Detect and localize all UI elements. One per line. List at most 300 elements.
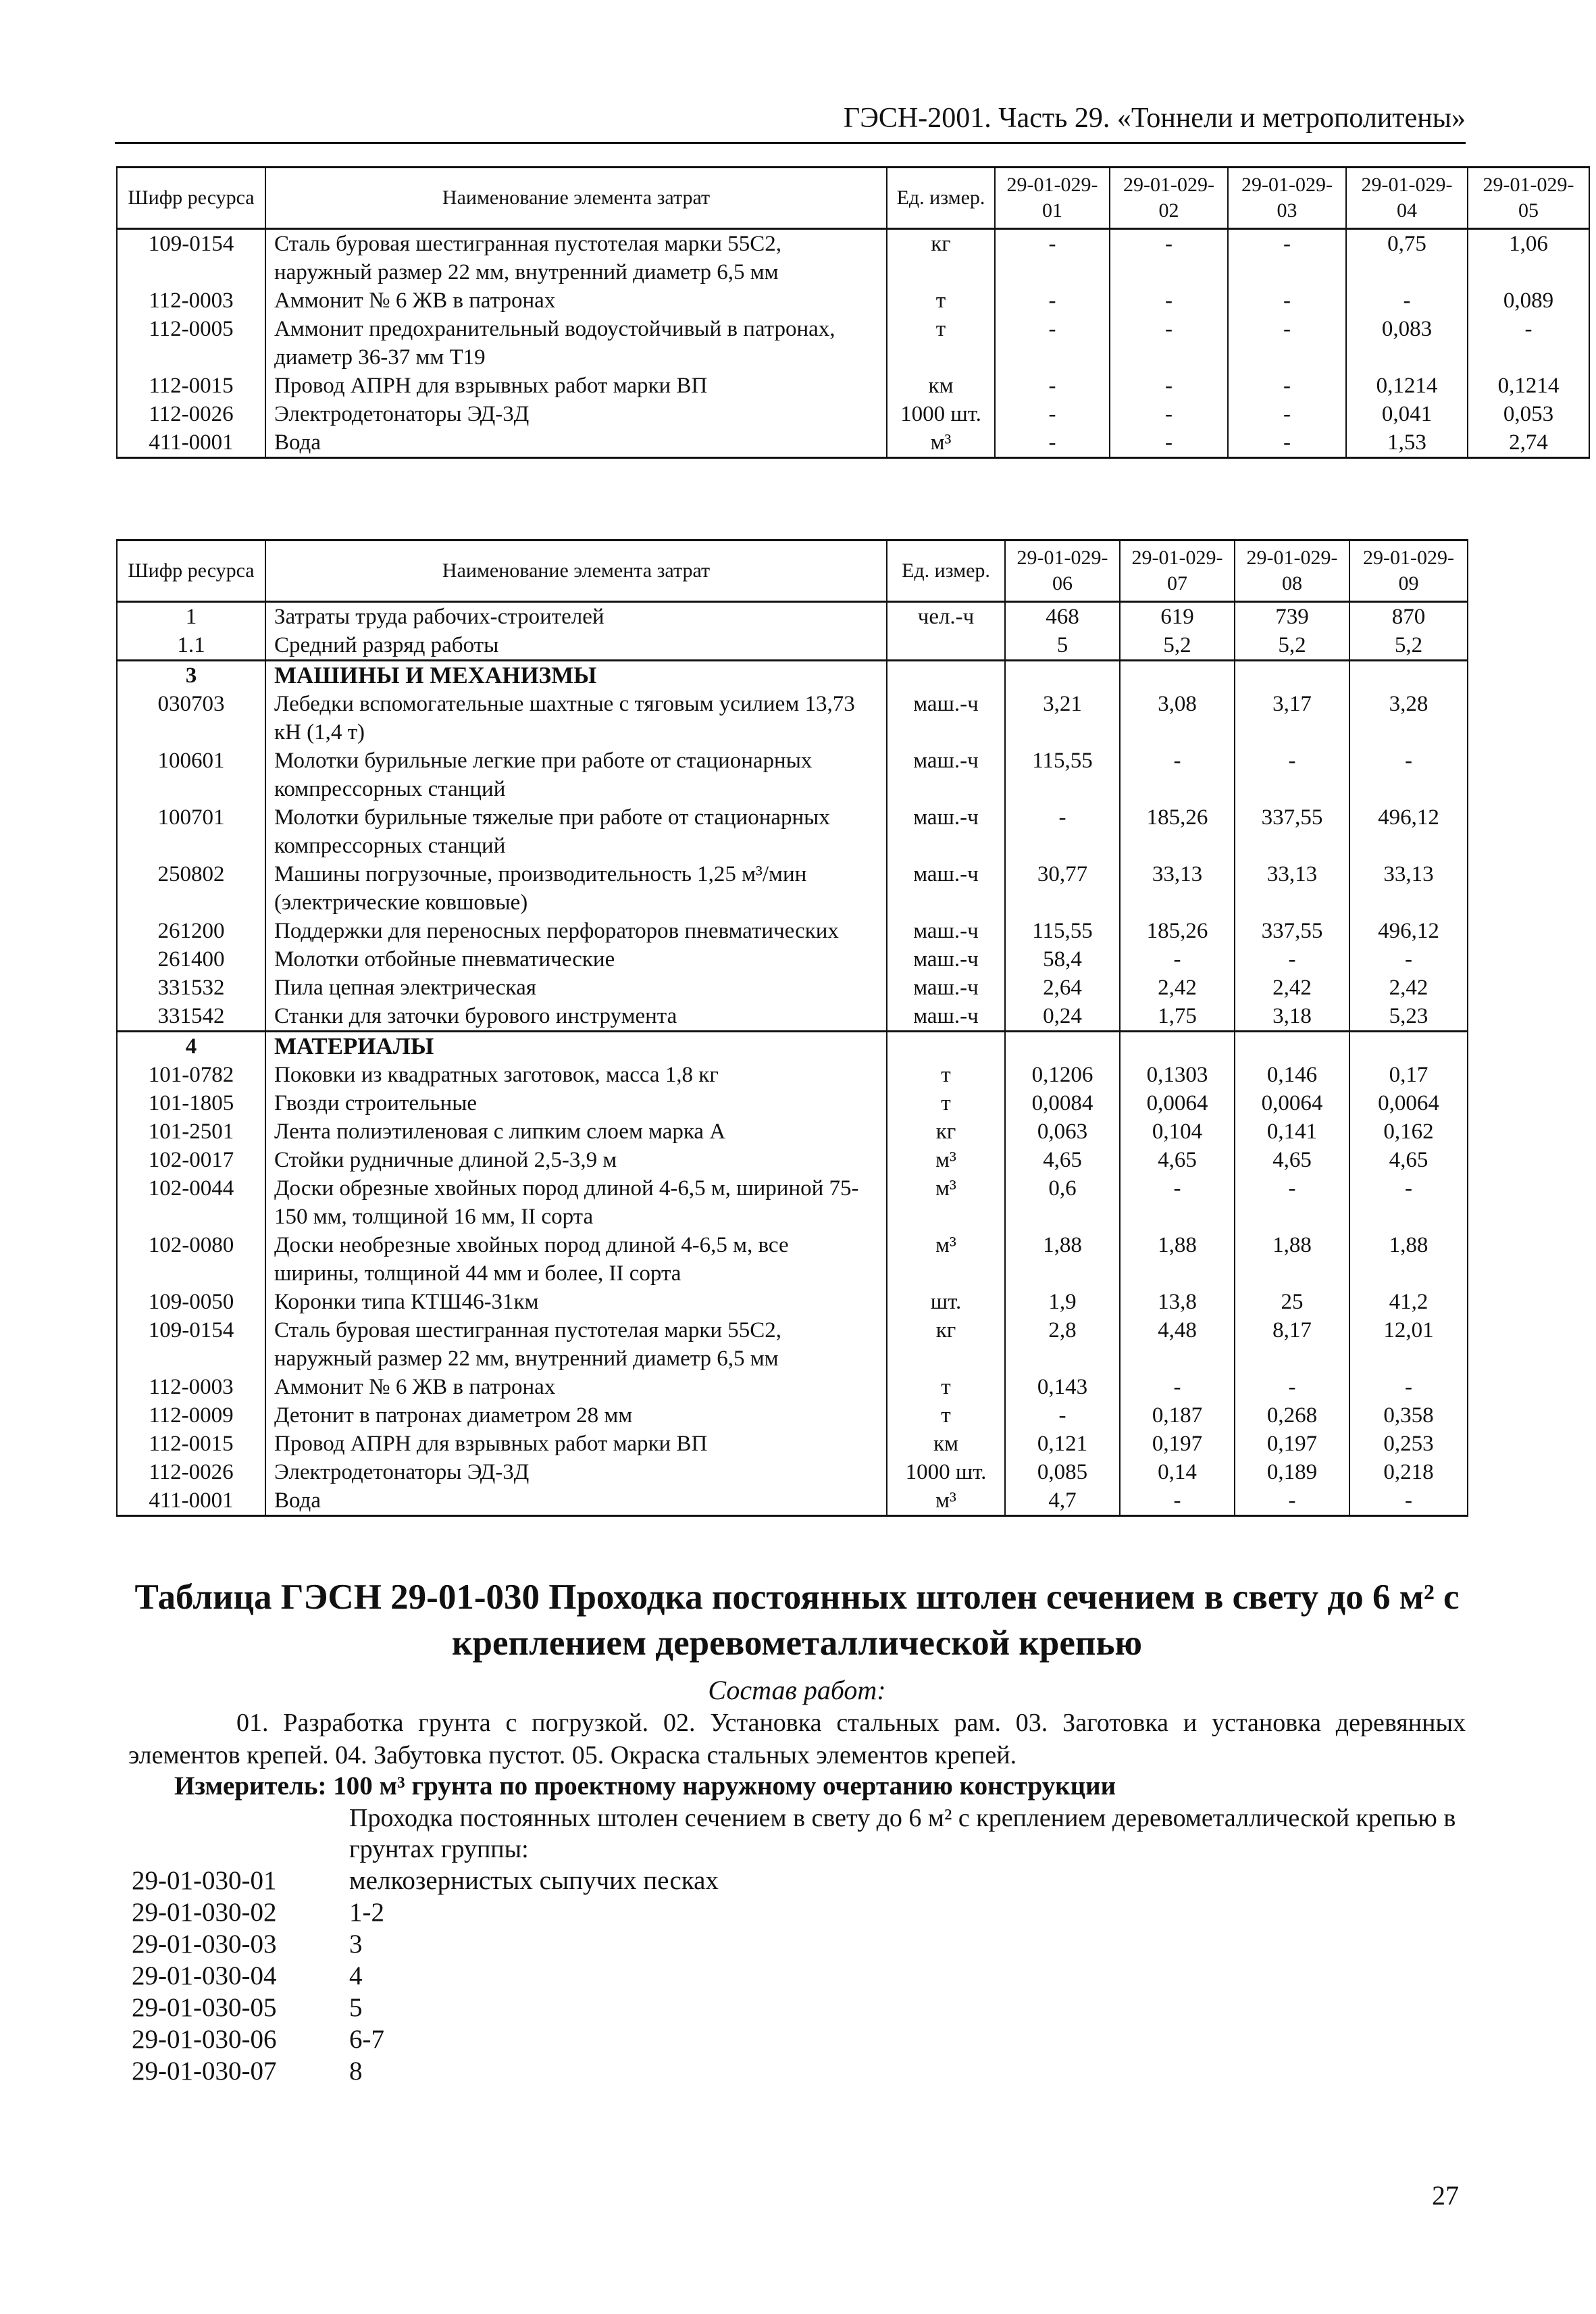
cell-value: 5,2 [1120, 631, 1235, 661]
cell-code: 101-1805 [117, 1089, 265, 1117]
cell-name: Вода [265, 428, 887, 458]
list-item [132, 1865, 1347, 1896]
cell-value: - [1110, 400, 1228, 428]
list-item [132, 2055, 1347, 2087]
cell-name: Сталь буровая шестигранная пустотелая марки 55С2, наружный размер 22 мм, внутренний диаметр 6,5 мм [265, 229, 887, 287]
col-header-norm: 29-01-029-08 [1235, 540, 1349, 602]
col-header-name: Наименование элемента затрат [265, 168, 887, 229]
cell-value: 0,089 [1468, 286, 1589, 315]
cell-code: 112-0026 [117, 1458, 265, 1486]
cell-value: 30,77 [1005, 860, 1120, 917]
cell-value: - [995, 372, 1110, 400]
cell-value: 12,01 [1349, 1316, 1468, 1373]
cell-name: Машины погрузочные, производительность 1,25 м³/мин (электрические ковшовые) [265, 860, 887, 917]
table-row [117, 1089, 1468, 1117]
cell-value: 0,17 [1349, 1061, 1468, 1089]
cell-value: 0,0064 [1120, 1089, 1235, 1117]
table-row [117, 428, 1589, 458]
cell-unit: маш.-ч [887, 917, 1005, 945]
cell-value: 4,65 [1120, 1146, 1235, 1174]
cell-unit: т [887, 1089, 1005, 1117]
cell-value: 1,9 [1005, 1288, 1120, 1316]
table-row [117, 1117, 1468, 1146]
cell-value: - [1349, 1174, 1468, 1231]
table-row [117, 1430, 1468, 1458]
cell-value: - [1235, 1486, 1349, 1516]
cell-code: 101-0782 [117, 1061, 265, 1089]
cell-value: - [1235, 1174, 1349, 1231]
cell-value: 0,162 [1349, 1117, 1468, 1146]
norm-ground-group: мелкозернистых сыпучих песках [349, 1866, 719, 1895]
cell-code: 109-0050 [117, 1288, 265, 1316]
table-row [117, 974, 1468, 1002]
resource-table-029-01-05 [116, 166, 1590, 459]
table-row [117, 747, 1468, 803]
cell-value: - [1110, 229, 1228, 287]
cell-unit: м³ [887, 1486, 1005, 1516]
table-row [117, 229, 1589, 287]
cell-value: 0,104 [1120, 1117, 1235, 1146]
cell-value: - [995, 400, 1110, 428]
cell-value: - [1005, 1401, 1120, 1430]
cell-value: 0,14 [1120, 1458, 1235, 1486]
norm-ground-group: 6-7 [349, 2025, 384, 2054]
cell-code: 1 [117, 602, 265, 632]
cell-value: 4,7 [1005, 1486, 1120, 1516]
cell-value: - [1228, 428, 1346, 458]
table-title: Таблица ГЭСН 29-01-030 Проходка постоянных штолен сечением в свету до 6 м² с креплением деревометаллической крепью [134, 1578, 1460, 1663]
cell-value: 1,88 [1235, 1231, 1349, 1288]
col-header-unit: Ед. измер. [887, 540, 1005, 602]
table-row [117, 400, 1589, 428]
cell-value: 4,65 [1235, 1146, 1349, 1174]
norm-code: 29-01-030-03 [132, 1930, 277, 1959]
col-header-code: Шифр ресурса [117, 540, 265, 602]
cell-code: 102-0017 [117, 1146, 265, 1174]
table-row [117, 602, 1468, 632]
cell-unit [887, 661, 1005, 690]
norm-list [132, 1865, 1347, 2087]
header-text: ГЭСН-2001. Часть 29. «Тоннели и метрополитены» [843, 103, 1466, 134]
cell-code: 112-0005 [117, 315, 265, 372]
cell-value: 3,21 [1005, 690, 1120, 747]
cell-code: 112-0003 [117, 1373, 265, 1401]
cell-name: Средний разряд работы [265, 631, 887, 661]
cell-value: - [1110, 315, 1228, 372]
cell-value: - [1346, 286, 1468, 315]
table-row [117, 372, 1589, 400]
cell-unit: м³ [887, 1174, 1005, 1231]
cell-unit: км [887, 372, 995, 400]
col-header-norm: 29-01-029-06 [1005, 540, 1120, 602]
cell-value: 58,4 [1005, 945, 1120, 974]
table-row [117, 860, 1468, 917]
cell-value: 496,12 [1349, 803, 1468, 860]
cell-value: 0,1214 [1468, 372, 1589, 400]
cell-value: 0,063 [1005, 1117, 1120, 1146]
cell-value [1349, 661, 1468, 690]
cell-value: 0,187 [1120, 1401, 1235, 1430]
cell-code: 261400 [117, 945, 265, 974]
table-row [117, 945, 1468, 974]
cell-name: Детонит в патронах диаметром 28 мм [265, 1401, 887, 1430]
cell-value: - [995, 229, 1110, 287]
cell-code: 331532 [117, 974, 265, 1002]
cell-value: - [1005, 803, 1120, 860]
col-header-norm: 29-01-029-03 [1228, 168, 1346, 229]
cell-value: - [1120, 1486, 1235, 1516]
cell-value: 5,2 [1349, 631, 1468, 661]
cell-value: - [1235, 1373, 1349, 1401]
table-row [117, 1401, 1468, 1430]
cell-value: - [995, 428, 1110, 458]
cell-name: Коронки типа КТШ46-31км [265, 1288, 887, 1316]
cell-value: 0,218 [1349, 1458, 1468, 1486]
cell-value: 115,55 [1005, 747, 1120, 803]
cell-unit: чел.-ч [887, 602, 1005, 632]
cell-name: Молотки бурильные легкие при работе от стационарных компрессорных станций [265, 747, 887, 803]
cell-value: 0,053 [1468, 400, 1589, 428]
cell-name: МАШИНЫ И МЕХАНИЗМЫ [265, 661, 887, 690]
cell-value: 0,146 [1235, 1061, 1349, 1089]
cell-value: 0,141 [1235, 1117, 1349, 1146]
cell-value: 1,06 [1468, 229, 1589, 287]
cell-unit [887, 1032, 1005, 1061]
cell-value [1235, 1032, 1349, 1061]
cell-name: Гвозди строительные [265, 1089, 887, 1117]
work-composition-heading: Состав работ: [708, 1675, 886, 1705]
work-composition-text: 01. Разработка грунта с погрузкой. 02. Установка стальных рам. 03. Заготовка и установка деревянных элементов крепей. 04. Забутовка пустот. 05. Окраска стальных элементов крепей. [128, 1709, 1466, 1769]
cell-value: - [1110, 428, 1228, 458]
measurement-unit: Измеритель: 100 м³ грунта по проектному наружному очертанию конструкции [174, 1771, 1116, 1801]
col-header-norm: 29-01-029-02 [1110, 168, 1228, 229]
cell-value: 2,42 [1349, 974, 1468, 1002]
cell-value: 2,74 [1468, 428, 1589, 458]
cell-value: 0,1214 [1346, 372, 1468, 400]
cell-value: 4,65 [1349, 1146, 1468, 1174]
cell-value: - [1349, 1486, 1468, 1516]
cell-value: 1,88 [1349, 1231, 1468, 1288]
resource-table-029-06-09 [116, 539, 1468, 1517]
cell-value: 2,42 [1120, 974, 1235, 1002]
cell-name: Доски обрезные хвойных пород длиной 4-6,5 м, шириной 75-150 мм, толщиной 16 мм, II сорта [265, 1174, 887, 1231]
cell-value: 13,8 [1120, 1288, 1235, 1316]
cell-code: 1.1 [117, 631, 265, 661]
list-item [132, 2023, 1347, 2055]
section-row [117, 1032, 1468, 1061]
cell-code: 100701 [117, 803, 265, 860]
cell-code: 112-0015 [117, 372, 265, 400]
cell-unit: маш.-ч [887, 945, 1005, 974]
cell-value: 3,18 [1235, 1002, 1349, 1032]
cell-code: 112-0009 [117, 1401, 265, 1430]
table-row [117, 286, 1589, 315]
cell-unit: маш.-ч [887, 860, 1005, 917]
cell-value: 2,42 [1235, 974, 1349, 1002]
cell-value [1120, 1032, 1235, 1061]
norm-ground-group: 1-2 [349, 1898, 384, 1927]
page-header [115, 101, 1466, 144]
norm-code: 29-01-030-06 [132, 2025, 277, 2054]
cell-name: Стойки рудничные длиной 2,5-3,9 м [265, 1146, 887, 1174]
norm-code: 29-01-030-01 [132, 1866, 277, 1895]
cell-unit: т [887, 1061, 1005, 1089]
cell-unit: кг [887, 1117, 1005, 1146]
table-row [117, 631, 1468, 661]
cell-value [1005, 1032, 1120, 1061]
cell-value: - [1349, 1373, 1468, 1401]
table-row [117, 1316, 1468, 1373]
cell-name: Аммонит № 6 ЖВ в патронах [265, 1373, 887, 1401]
cell-value [1235, 661, 1349, 690]
cell-value: 5,23 [1349, 1002, 1468, 1032]
cell-value: 4,48 [1120, 1316, 1235, 1373]
cell-value: 0,253 [1349, 1430, 1468, 1458]
cell-name: Вода [265, 1486, 887, 1516]
norm-code: 29-01-030-07 [132, 2057, 277, 2086]
cell-value: 619 [1120, 602, 1235, 632]
cell-value: 0,0064 [1235, 1089, 1349, 1117]
norm-intro: Проходка постоянных штолен сечением в свету до 6 м² с креплением деревометаллической крепью в грунтах группы: [349, 1804, 1456, 1863]
cell-value: 33,13 [1349, 860, 1468, 917]
cell-value: 185,26 [1120, 803, 1235, 860]
cell-unit: т [887, 1401, 1005, 1430]
cell-value: - [995, 286, 1110, 315]
table-row [117, 1486, 1468, 1516]
cell-value: 0,085 [1005, 1458, 1120, 1486]
cell-value: 0,197 [1120, 1430, 1235, 1458]
cell-value: 0,189 [1235, 1458, 1349, 1486]
table-row [117, 1231, 1468, 1288]
cell-value: 1,75 [1120, 1002, 1235, 1032]
cell-code: 411-0001 [117, 428, 265, 458]
cell-code: 109-0154 [117, 229, 265, 287]
cell-value: 496,12 [1349, 917, 1468, 945]
cell-value: 8,17 [1235, 1316, 1349, 1373]
cell-name: Лебедки вспомогательные шахтные с тяговым усилием 13,73 кН (1,4 т) [265, 690, 887, 747]
cell-name: Затраты труда рабочих-строителей [265, 602, 887, 632]
cell-name: Молотки отбойные пневматические [265, 945, 887, 974]
norm-code: 29-01-030-02 [132, 1898, 277, 1927]
cell-unit: кг [887, 1316, 1005, 1373]
cell-unit: 1000 шт. [887, 1458, 1005, 1486]
cell-unit: кг [887, 229, 995, 287]
norm-code: 29-01-030-04 [132, 1961, 277, 1990]
cell-code: 250802 [117, 860, 265, 917]
table-row [117, 1061, 1468, 1089]
table-row [117, 1174, 1468, 1231]
col-header-norm: 29-01-029-05 [1468, 168, 1589, 229]
section-row [117, 661, 1468, 690]
cell-value: 41,2 [1349, 1288, 1468, 1316]
cell-value: - [995, 315, 1110, 372]
col-header-norm: 29-01-029-07 [1120, 540, 1235, 602]
cell-unit: маш.-ч [887, 803, 1005, 860]
list-item [132, 1928, 1347, 1960]
cell-value: 337,55 [1235, 917, 1349, 945]
cell-value: 870 [1349, 602, 1468, 632]
cell-value: 4,65 [1005, 1146, 1120, 1174]
table-row [117, 1288, 1468, 1316]
cell-value: - [1235, 747, 1349, 803]
cell-unit: 1000 шт. [887, 400, 995, 428]
cell-value: 1,53 [1346, 428, 1468, 458]
cell-value: - [1110, 372, 1228, 400]
cell-code: 112-0003 [117, 286, 265, 315]
cell-value: - [1120, 1174, 1235, 1231]
cell-value: 0,268 [1235, 1401, 1349, 1430]
col-header-code: Шифр ресурса [117, 168, 265, 229]
cell-value: 0,121 [1005, 1430, 1120, 1458]
cell-code: 109-0154 [117, 1316, 265, 1373]
cell-unit: маш.-ч [887, 974, 1005, 1002]
list-item [132, 1960, 1347, 1992]
cell-unit: т [887, 1373, 1005, 1401]
cell-value: 5,2 [1235, 631, 1349, 661]
cell-name: Электродетонаторы ЭД-3Д [265, 1458, 887, 1486]
cell-value: 33,13 [1235, 860, 1349, 917]
cell-unit: м³ [887, 1146, 1005, 1174]
norm-ground-group: 8 [349, 2057, 363, 2086]
cell-value: 25 [1235, 1288, 1349, 1316]
cell-value: 0,0084 [1005, 1089, 1120, 1117]
cell-code: 101-2501 [117, 1117, 265, 1146]
cell-value: 2,8 [1005, 1316, 1120, 1373]
cell-name: Станки для заточки бурового инструмента [265, 1002, 887, 1032]
cell-value: 0,75 [1346, 229, 1468, 287]
cell-value [1349, 1032, 1468, 1061]
cell-name: Доски необрезные хвойных пород длиной 4-6,5 м, все ширины, толщиной 44 мм и более, II сорта [265, 1231, 887, 1288]
cell-value: 739 [1235, 602, 1349, 632]
cell-value: 1,88 [1120, 1231, 1235, 1288]
cell-value: 0,358 [1349, 1401, 1468, 1430]
col-header-norm: 29-01-029-04 [1346, 168, 1468, 229]
cell-value: - [1120, 747, 1235, 803]
cell-name: Электродетонаторы ЭД-3Д [265, 400, 887, 428]
cell-value: - [1228, 229, 1346, 287]
cell-code: 331542 [117, 1002, 265, 1032]
cell-value: 0,6 [1005, 1174, 1120, 1231]
cell-value: - [1120, 1373, 1235, 1401]
cell-unit: шт. [887, 1288, 1005, 1316]
cell-code: 102-0080 [117, 1231, 265, 1288]
cell-value: 0,0064 [1349, 1089, 1468, 1117]
cell-value [1120, 661, 1235, 690]
cell-value: - [1228, 315, 1346, 372]
cell-value: - [1349, 945, 1468, 974]
cell-name: Провод АПРН для взрывных работ марки ВП [265, 1430, 887, 1458]
cell-value: 0,1206 [1005, 1061, 1120, 1089]
page-number: 27 [1432, 2180, 1459, 2211]
table-row [117, 690, 1468, 747]
cell-value: 0,24 [1005, 1002, 1120, 1032]
cell-value: 337,55 [1235, 803, 1349, 860]
cell-unit [887, 631, 1005, 661]
cell-code: 112-0026 [117, 400, 265, 428]
cell-unit: т [887, 286, 995, 315]
cell-value: - [1228, 400, 1346, 428]
cell-value: 0,143 [1005, 1373, 1120, 1401]
cell-code: 3 [117, 661, 265, 690]
table-header-row [117, 540, 1468, 602]
cell-name: Пила цепная электрическая [265, 974, 887, 1002]
cell-value: 5 [1005, 631, 1120, 661]
cell-unit: м³ [887, 1231, 1005, 1288]
cell-value: 0,041 [1346, 400, 1468, 428]
col-header-norm: 29-01-029-01 [995, 168, 1110, 229]
cell-name: Молотки бурильные тяжелые при работе от стационарных компрессорных станций [265, 803, 887, 860]
col-header-name: Наименование элемента затрат [265, 540, 887, 602]
cell-value [1005, 661, 1120, 690]
cell-code: 102-0044 [117, 1174, 265, 1231]
table-row [117, 1373, 1468, 1401]
norm-code: 29-01-030-05 [132, 1993, 277, 2022]
cell-value: 3,28 [1349, 690, 1468, 747]
cell-name: МАТЕРИАЛЫ [265, 1032, 887, 1061]
cell-unit: маш.-ч [887, 1002, 1005, 1032]
cell-value: 185,26 [1120, 917, 1235, 945]
cell-code: 411-0001 [117, 1486, 265, 1516]
table-row [117, 803, 1468, 860]
table-header-row [117, 168, 1589, 229]
cell-code: 112-0015 [117, 1430, 265, 1458]
cell-name: Сталь буровая шестигранная пустотелая марки 55С2, наружный размер 22 мм, внутренний диаметр 6,5 мм [265, 1316, 887, 1373]
cell-name: Лента полиэтиленовая с липким слоем марка А [265, 1117, 887, 1146]
cell-value: 0,197 [1235, 1430, 1349, 1458]
cell-value: 3,17 [1235, 690, 1349, 747]
norm-ground-group: 4 [349, 1961, 363, 1990]
cell-name: Поковки из квадратных заготовок, масса 1,8 кг [265, 1061, 887, 1089]
cell-value: - [1228, 286, 1346, 315]
table-row [117, 917, 1468, 945]
cell-code: 030703 [117, 690, 265, 747]
cell-value: 0,1303 [1120, 1061, 1235, 1089]
cell-unit: маш.-ч [887, 747, 1005, 803]
col-header-norm: 29-01-029-09 [1349, 540, 1468, 602]
cell-value: - [1235, 945, 1349, 974]
table-row [117, 1146, 1468, 1174]
norm-ground-group: 5 [349, 1993, 363, 2022]
cell-name: Аммонит № 6 ЖВ в патронах [265, 286, 887, 315]
cell-value: 33,13 [1120, 860, 1235, 917]
cell-name: Аммонит предохранительный водоустойчивый в патронах, диаметр 36-37 мм Т19 [265, 315, 887, 372]
cell-code: 100601 [117, 747, 265, 803]
cell-value: 1,88 [1005, 1231, 1120, 1288]
table-row [117, 1458, 1468, 1486]
cell-value: - [1120, 945, 1235, 974]
table-row [117, 1002, 1468, 1032]
cell-unit: м³ [887, 428, 995, 458]
cell-code: 4 [117, 1032, 265, 1061]
cell-value: - [1468, 315, 1589, 372]
cell-value: 115,55 [1005, 917, 1120, 945]
cell-name: Поддержки для переносных перфораторов пневматических [265, 917, 887, 945]
cell-value: - [1228, 372, 1346, 400]
cell-value: 3,08 [1120, 690, 1235, 747]
cell-value: 2,64 [1005, 974, 1120, 1002]
list-item [132, 1896, 1347, 1928]
col-header-unit: Ед. измер. [887, 168, 995, 229]
cell-value: 0,083 [1346, 315, 1468, 372]
cell-value: - [1349, 747, 1468, 803]
cell-code: 261200 [117, 917, 265, 945]
cell-unit: маш.-ч [887, 690, 1005, 747]
cell-unit: т [887, 315, 995, 372]
cell-value: - [1110, 286, 1228, 315]
list-item [132, 1992, 1347, 2023]
cell-name: Провод АПРН для взрывных работ марки ВП [265, 372, 887, 400]
norm-ground-group: 3 [349, 1930, 363, 1959]
